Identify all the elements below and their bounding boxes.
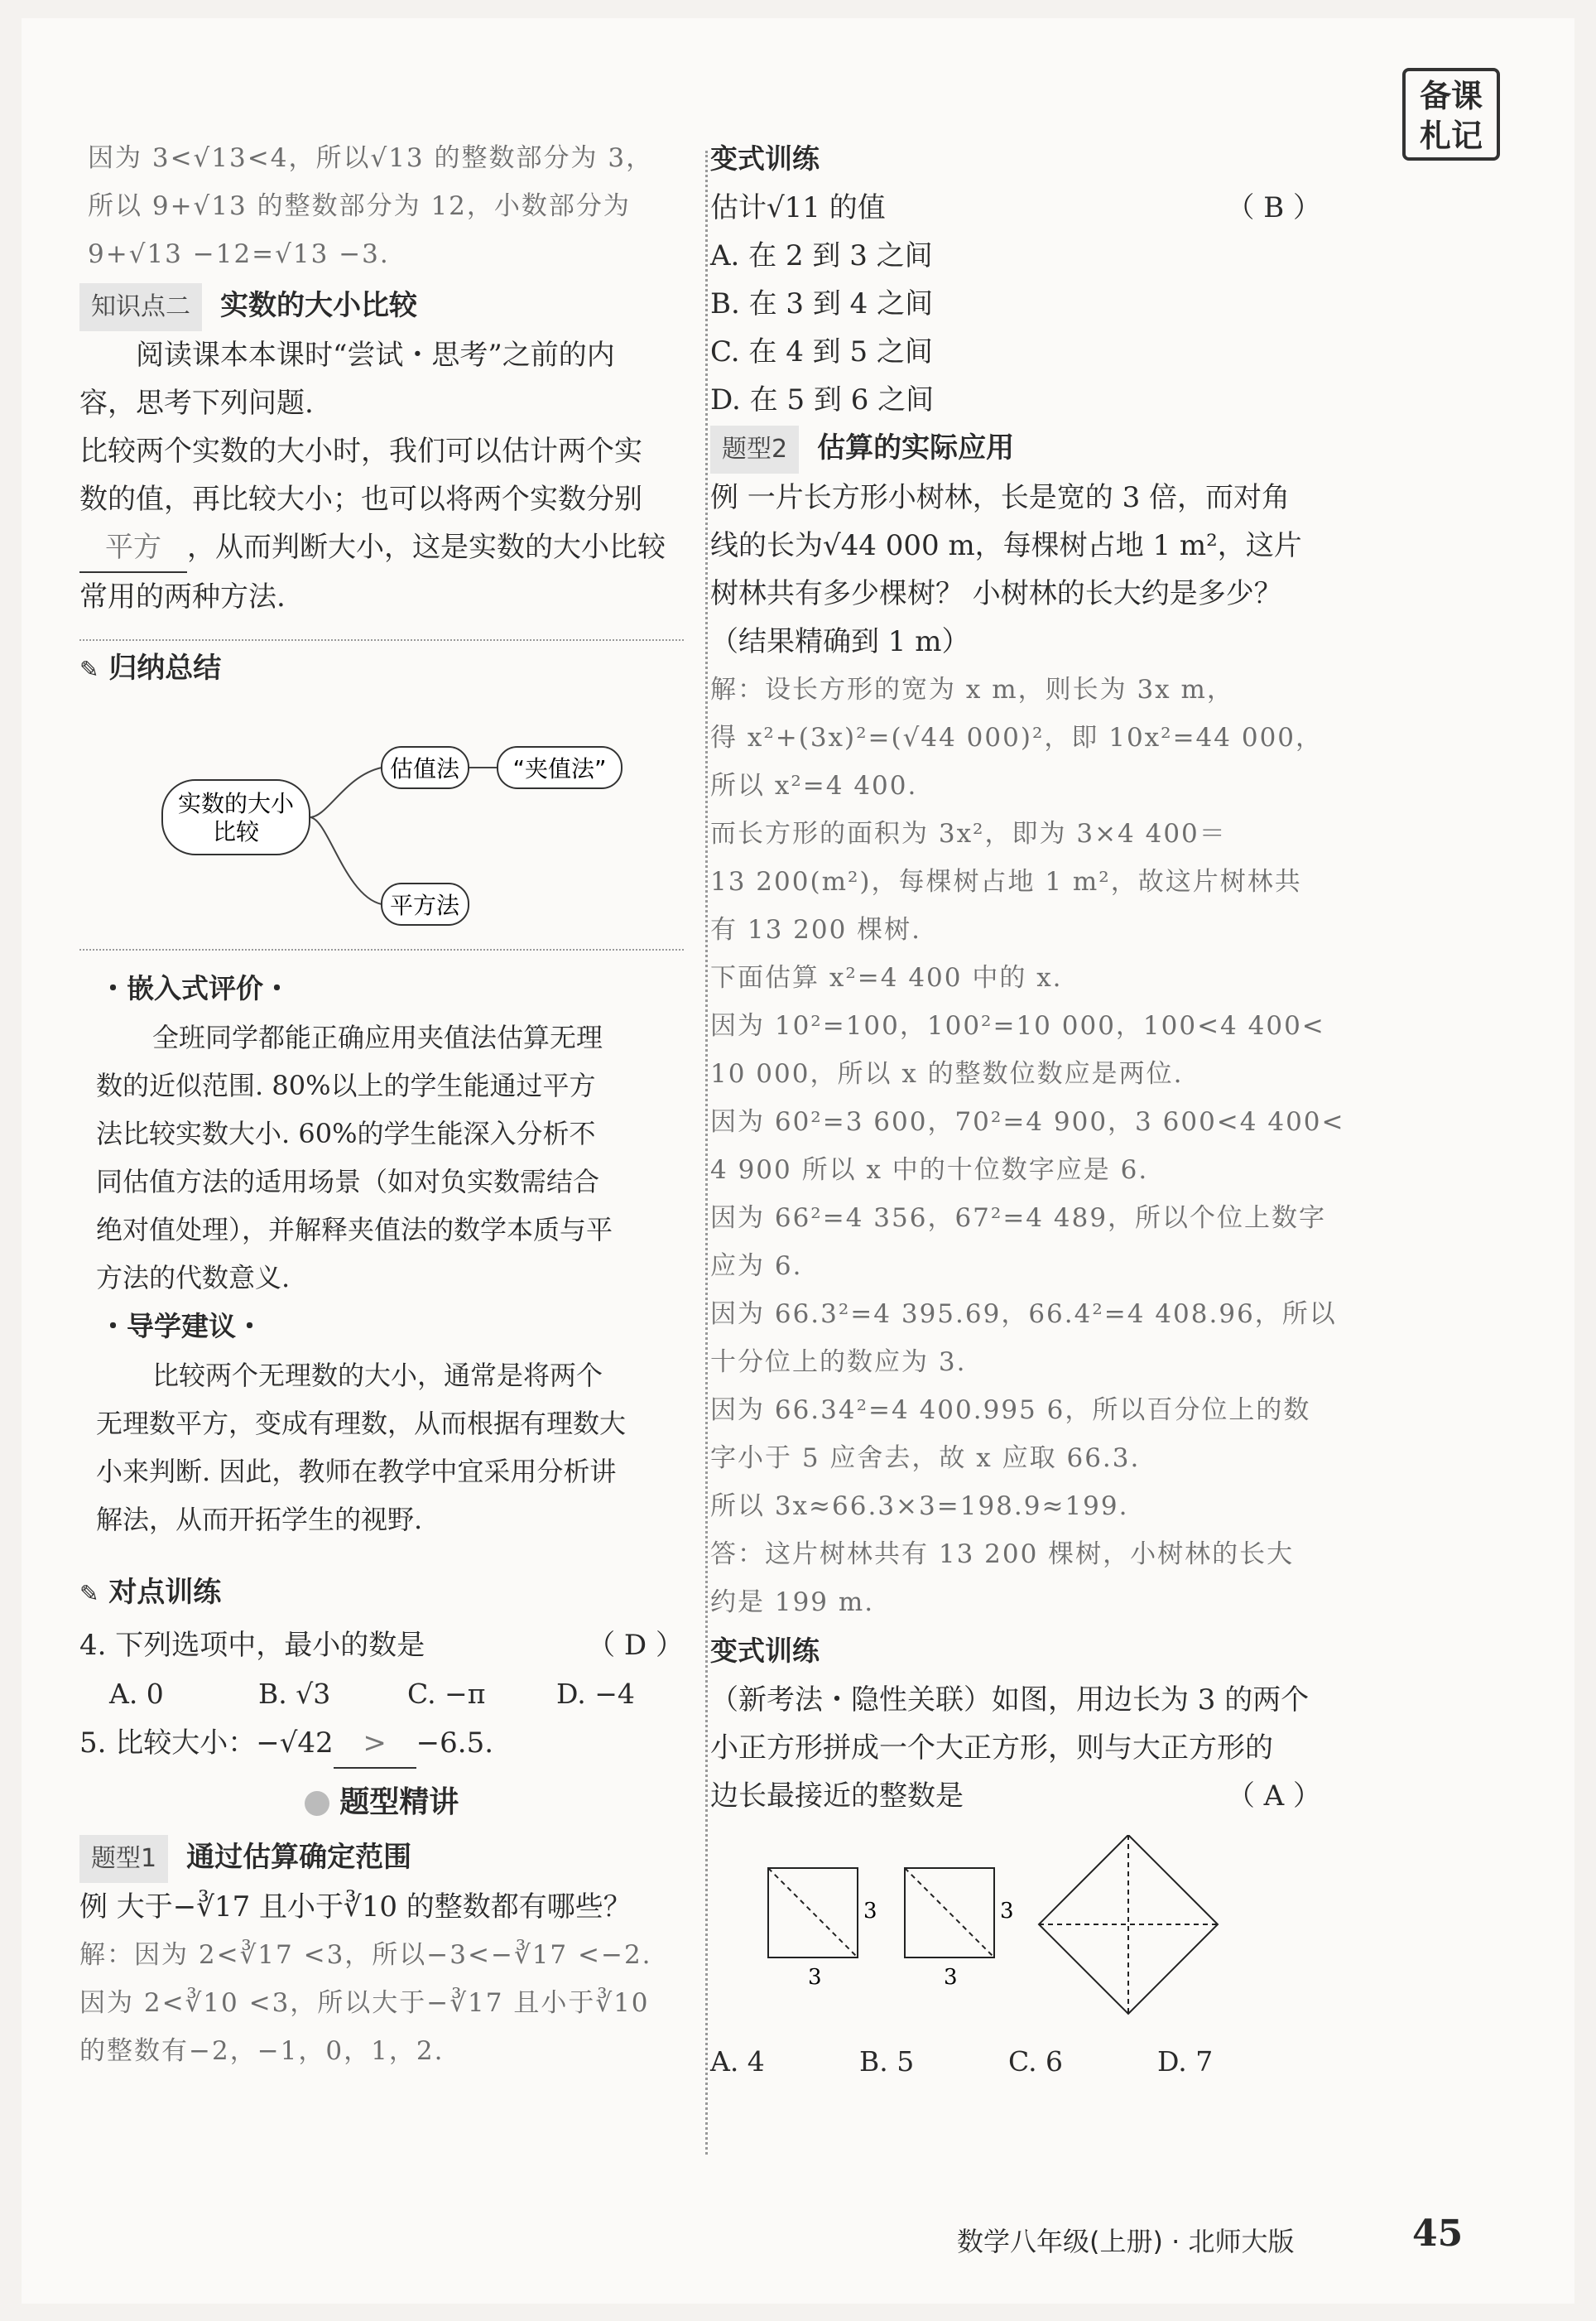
text-line: 容，思考下列问题. bbox=[79, 387, 314, 420]
answer-paren: （ B ） bbox=[1226, 191, 1321, 224]
example-2-line: （结果精确到 1 m） bbox=[710, 625, 970, 658]
text-span: ，从而判断大小，这是实数的大小比较 bbox=[187, 531, 666, 564]
solution-line: 所以 x²=4 400. bbox=[710, 771, 918, 801]
right-column bbox=[710, 134, 1345, 2087]
example-2-line: 例 一片长方形小树林，长是宽的 3 倍，而对角 bbox=[710, 481, 1291, 514]
mindmap bbox=[79, 697, 684, 946]
choice: B. 5 bbox=[859, 2045, 915, 2078]
text-line: 常用的两种方法. bbox=[79, 580, 286, 614]
lesson-notes-box: 备课札记 bbox=[1402, 68, 1500, 161]
answer-paren: （ D ） bbox=[587, 1629, 684, 1662]
side-label: 3 bbox=[944, 1965, 958, 1990]
answer-blank: 平方 bbox=[79, 523, 187, 573]
solution-line: 约是 199 m. bbox=[710, 1587, 875, 1617]
choice: D. 在 5 到 6 之间 bbox=[710, 383, 935, 417]
solution-line: 因为 66²=4 356，67²=4 489，所以个位上数字 bbox=[710, 1203, 1327, 1233]
choice: C. 在 4 到 5 之间 bbox=[710, 335, 933, 368]
text-line: 解法，从而开拓学生的视野. bbox=[96, 1504, 423, 1535]
choice: D. 7 bbox=[1157, 2045, 1214, 2078]
text-line: 全班同学都能正确应用夹值法估算无理 bbox=[152, 1022, 603, 1053]
mindmap-branch-line bbox=[310, 817, 382, 904]
squares-figure bbox=[710, 1835, 1321, 2025]
question-4-choices bbox=[79, 1669, 684, 1719]
side-label: 3 bbox=[1000, 1899, 1014, 1924]
question-text: 估计√11 的值 bbox=[710, 191, 886, 224]
choice: B. √3 bbox=[258, 1678, 331, 1710]
solution-line: 答：这片树林共有 13 200 棵树，小树林的长大 bbox=[710, 1539, 1295, 1569]
example-2-solution bbox=[710, 666, 1345, 1626]
solution-line: 因为 2<∛10 <3，所以大于−∛17 且小于∛10 bbox=[79, 1988, 650, 2018]
practice-section bbox=[79, 1565, 684, 1769]
text-line: 法比较实数大小. 60%的学生能深入分析不 bbox=[96, 1118, 596, 1149]
solution-line: 解：因为 2<∛17 <3，所以−3<−∛17 <−2. bbox=[79, 1940, 652, 1970]
section-title: 实数的大小比较 bbox=[220, 289, 417, 322]
square-2-diagonal bbox=[905, 1868, 994, 1957]
pencil-icon: ✎ bbox=[79, 1580, 99, 1607]
type-title: 通过估算确定范围 bbox=[186, 1841, 412, 1874]
types-section-title bbox=[79, 1775, 684, 1830]
solution-line: 因为 66.3²=4 395.69，66.4²=4 408.96，所以 bbox=[710, 1299, 1337, 1329]
text-line: 无理数平方，变成有理数，从而根据有理数大 bbox=[96, 1408, 627, 1439]
fill-blank-line bbox=[79, 523, 684, 573]
solution-line: 解：设长方形的宽为 x m，则长为 3x m， bbox=[710, 675, 1234, 705]
variant-training-title: 变式训练 bbox=[710, 142, 820, 175]
column-divider bbox=[705, 151, 708, 2155]
guidance-title: ・导学建议・ bbox=[99, 1310, 263, 1342]
question-4 bbox=[79, 1621, 684, 1669]
text-line: 阅读课本本课时“尝试・思考”之前的内 bbox=[136, 339, 615, 372]
side-label: 3 bbox=[863, 1899, 877, 1924]
text-line: 方法的代数意义. bbox=[96, 1262, 291, 1293]
big-square bbox=[1039, 1835, 1218, 2014]
mindmap-root-label-2: 比较 bbox=[212, 818, 260, 845]
question-text: 小正方形拼成一个大正方形，则与大正方形的 bbox=[710, 1731, 1273, 1765]
choice: C. −π bbox=[407, 1678, 486, 1710]
type-1-header bbox=[79, 1833, 684, 1883]
answer-paren: （ A ） bbox=[1226, 1779, 1321, 1813]
type-label: 题型2 bbox=[710, 426, 799, 474]
solution-line: 所以 3x≈66.3×3=198.9≈199. bbox=[710, 1491, 1129, 1521]
question-text: （新考法・隐性关联）如图，用边长为 3 的两个 bbox=[710, 1683, 1310, 1717]
question-text: 4. 下列选项中，最小的数是 bbox=[79, 1629, 425, 1662]
solution-line: 而长方形的面积为 3x²，即为 3×4 400＝ bbox=[710, 819, 1227, 849]
solution-line: 因为 60²=3 600，70²=4 900，3 600<4 400< bbox=[710, 1107, 1345, 1137]
side-label: 3 bbox=[808, 1965, 822, 1990]
top-solution bbox=[79, 134, 684, 278]
choice: D. −4 bbox=[556, 1678, 635, 1710]
choice: C. 6 bbox=[1008, 2045, 1064, 2078]
mindmap-node-squeeze-label: “夹值法” bbox=[512, 755, 607, 782]
text-line: 绝对值处理），并解释夹值法的数学本质与平 bbox=[96, 1214, 613, 1245]
example-2-line: 树林共有多少棵树？ 小树林的长大约是多少？ bbox=[710, 577, 1282, 610]
solution-line: 应为 6. bbox=[710, 1251, 803, 1281]
variant-2-choices bbox=[710, 2037, 1321, 2087]
badge-icon bbox=[305, 1791, 329, 1816]
solution-line: 字小于 5 应舍去，故 x 应取 66.3. bbox=[710, 1443, 1141, 1473]
text-line: 比较两个实数的大小时，我们可以估计两个实 bbox=[79, 435, 642, 468]
text-line: 同估值方法的适用场景（如对负实数需结合 bbox=[96, 1166, 600, 1197]
text-line: 数的值，再比较大小；也可以将两个实数分别 bbox=[79, 483, 642, 516]
solution-line: 所以 9+√13 的整数部分为 12，小数部分为 bbox=[88, 191, 631, 221]
solution-line: 有 13 200 棵树. bbox=[710, 915, 922, 945]
example-1: 例 大于−∛17 且小于∛10 的整数都有哪些？ bbox=[79, 1890, 632, 1924]
text-line: 小来判断. 因此，教师在教学中宜采用分析讲 bbox=[96, 1456, 617, 1487]
page-number: 45 bbox=[1412, 2213, 1464, 2255]
question-text-last bbox=[710, 1772, 1321, 1820]
embedded-evaluation bbox=[79, 964, 684, 1302]
embedded-evaluation-title: ・嵌入式评价・ bbox=[99, 972, 291, 1004]
square-1-diagonal bbox=[768, 1868, 858, 1957]
text-line: 比较两个无理数的大小，通常是将两个 bbox=[152, 1360, 603, 1391]
type-2-header bbox=[710, 424, 1321, 474]
summary-title-text: 归纳总结 bbox=[108, 652, 222, 685]
practice-title-text: 对点训练 bbox=[108, 1576, 222, 1609]
reading-instruction bbox=[79, 331, 684, 379]
left-column bbox=[79, 134, 684, 2075]
text-line: 数的近似范围. 80%以上的学生能通过平方 bbox=[96, 1070, 596, 1101]
practice-title bbox=[79, 1565, 684, 1621]
page bbox=[22, 18, 1574, 2304]
question-text: 5. 比较大小：−√42 bbox=[79, 1726, 334, 1760]
choice: A. 在 2 到 3 之间 bbox=[710, 239, 933, 272]
question-text: 边长最接近的整数是 bbox=[710, 1779, 964, 1813]
pencil-icon: ✎ bbox=[79, 656, 99, 683]
mindmap-root-label-1: 实数的大小 bbox=[177, 790, 295, 817]
solution-line: 的整数有−2，−1，0，1，2. bbox=[79, 2036, 445, 2066]
book-title-footer: 数学八年级(上册) · 北师大版 bbox=[957, 2226, 1295, 2257]
mindmap-node-square-label: 平方法 bbox=[389, 892, 460, 919]
summary-box bbox=[79, 639, 684, 951]
variant-training-title: 变式训练 bbox=[710, 1635, 820, 1667]
question-text: −6.5. bbox=[416, 1726, 494, 1760]
solution-line: 下面估算 x²=4 400 中的 x. bbox=[710, 963, 1063, 993]
type-label: 题型1 bbox=[79, 1835, 168, 1883]
solution-line: 9+√13 −12=√13 −3. bbox=[88, 239, 390, 269]
solution-line: 因为 3<√13<4，所以√13 的整数部分为 3， bbox=[88, 143, 654, 173]
solution-line: 13 200(m²)，每棵树占地 1 m²，故这片树林共 bbox=[710, 867, 1302, 897]
type-title: 估算的实际应用 bbox=[817, 431, 1015, 465]
choice: A. 4 bbox=[710, 2045, 765, 2078]
variant-1-question bbox=[710, 184, 1321, 232]
solution-line: 得 x²+(3x)²=(√44 000)²，即 10x²=44 000， bbox=[710, 723, 1324, 753]
solution-line: 4 900 所以 x 中的十位数字应是 6. bbox=[710, 1155, 1149, 1185]
solution-line: 因为 66.34²=4 400.995 6，所以百分位上的数 bbox=[710, 1395, 1311, 1425]
types-title-text: 题型精讲 bbox=[339, 1785, 459, 1819]
example-2-line: 线的长为√44 000 m，每棵树占地 1 m²，这片 bbox=[710, 529, 1302, 562]
question-5 bbox=[79, 1719, 684, 1769]
solution-line: 因为 10²=100，100²=10 000，100<4 400< bbox=[710, 1011, 1325, 1041]
mindmap-node-estimate-label: 估值法 bbox=[389, 755, 460, 782]
guidance-suggestion bbox=[79, 1302, 684, 1543]
solution-line: 十分位上的数应为 3. bbox=[710, 1347, 967, 1377]
section-label: 知识点二 bbox=[79, 283, 202, 331]
choice: A. 0 bbox=[109, 1678, 164, 1710]
choice: B. 在 3 到 4 之间 bbox=[710, 287, 934, 320]
knowledge-point-2-header bbox=[79, 282, 684, 331]
summary-title bbox=[79, 641, 684, 697]
answer-blank: > bbox=[334, 1719, 416, 1769]
solution-line: 10 000，所以 x 的整数位数应是两位. bbox=[710, 1059, 1184, 1089]
mindmap-branch-line bbox=[310, 768, 382, 817]
